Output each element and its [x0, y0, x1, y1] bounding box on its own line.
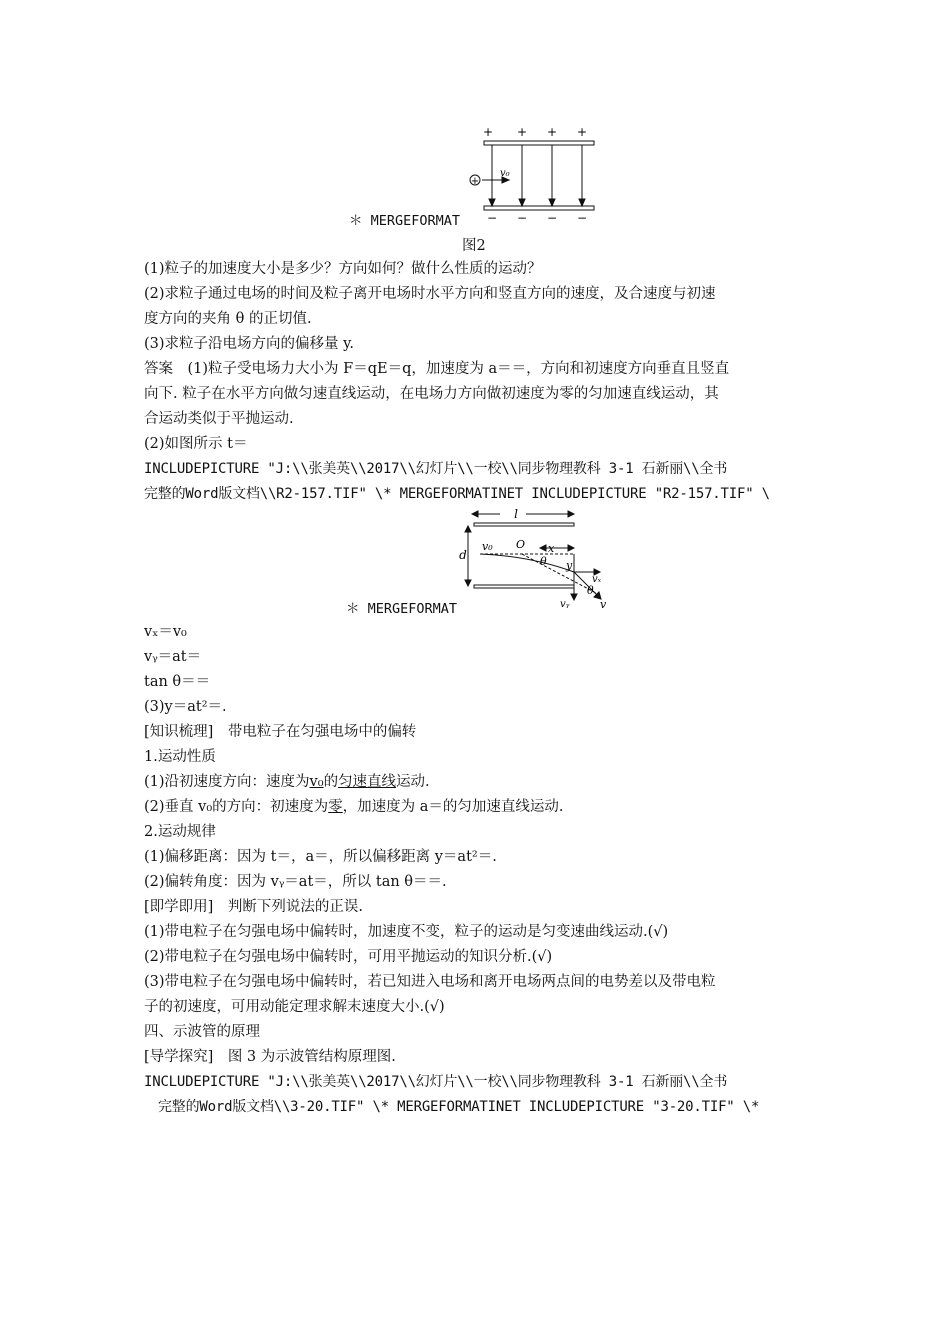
text: 运动.: [396, 774, 430, 790]
question-2-line-2: 度方向的夹角 θ 的正切值.: [144, 311, 312, 327]
velocity-label: v₀: [500, 168, 510, 179]
y-label: y: [566, 559, 573, 572]
minus-sign: −: [516, 211, 528, 225]
question-2-line-1: (2)求粒子通过电场的时间及粒子离开电场时水平方向和竖直方向的速度，及合速度与初速: [144, 286, 716, 302]
practice-header: [即学即用] 判断下列说法的正误.: [144, 899, 363, 915]
answer-line-1: 答案 (1)粒子受电场力大小为 F＝qE＝q，加速度为 a＝＝，方向和初速度方向垂直且竖直: [144, 361, 730, 377]
practice-item-1: (1)带电粒子在匀强电场中偏转时，加速度不变，粒子的运动是匀变速曲线运动.(√): [144, 924, 669, 940]
deflection-diagram: [460, 508, 620, 614]
text: 的: [323, 774, 339, 790]
include-picture-field-2-cont: 完整的Word版文档\\3-20.TIF" \* MERGEFORMATINET INCLUDEPICTURE "3-20.TIF" \*: [158, 1099, 760, 1115]
section-2-item-2: (2)偏转角度：因为 vᵧ＝at＝，所以 tan θ＝＝.: [144, 874, 447, 890]
figure-2-diagram: [462, 124, 602, 224]
vy-label: vᵧ: [560, 599, 570, 610]
section-1-item-1: [144, 772, 430, 792]
answer-line-2: 向下. 粒子在水平方向做匀速直线运动，在电场力方向做初速度为零的匀加速直线运动，其: [144, 386, 719, 402]
plus-sign: +: [516, 125, 528, 139]
gap-label: d: [459, 548, 467, 562]
section-2-item-1: (1)偏移距离：因为 t＝，a＝，所以偏移距离 y＝at²＝.: [144, 849, 497, 865]
explore-header: [导学探究] 图 3 为示波管结构原理图.: [144, 1049, 396, 1065]
section-1-item-2: [144, 797, 564, 817]
practice-item-3-line-1: (3)带电粒子在匀强电场中偏转时，若已知进入电场和离开电场两点间的电势差以及带电粒: [144, 974, 716, 990]
include-picture-field-1: INCLUDEPICTURE "J:\\张美英\\2017\\幻灯片\\一校\\同步物理教科 3-1 石新丽\\全书: [144, 461, 728, 477]
upper-plate: [474, 523, 574, 526]
origin-label: O: [516, 538, 526, 551]
practice-item-2: (2)带电粒子在匀强电场中偏转时，可用平抛运动的知识分析.(√): [144, 949, 553, 965]
v-label: v: [600, 598, 607, 611]
top-plate: [484, 141, 594, 145]
underlined-answer: 零: [328, 799, 343, 815]
underlined-answer: 匀速直线: [338, 774, 397, 790]
include-picture-field-2: INCLUDEPICTURE "J:\\张美英\\2017\\幻灯片\\一校\\同步物理教科 3-1 石新丽\\全书: [144, 1074, 728, 1090]
include-picture-field-1-cont: 完整的Word版文档\\R2-157.TIF" \* MERGEFORMATINET INCLUDEPICTURE "R2-157.TIF" \: [144, 486, 770, 502]
lower-plate: [474, 585, 574, 588]
minus-sign: −: [486, 211, 498, 225]
mergeformat-field-2: ＊ MERGEFORMAT: [346, 601, 458, 617]
charge-sign: +: [470, 176, 480, 187]
question-1: (1)粒子的加速度大小是多少？方向如何？做什么性质的运动？: [144, 261, 542, 277]
formula-tan: tan θ＝＝: [144, 674, 211, 690]
minus-sign: −: [546, 211, 558, 225]
formula-vx: vₓ＝v₀: [144, 624, 187, 640]
answer-line-4: (2)如图所示 t＝: [144, 436, 248, 452]
mergeformat-field: ＊ MERGEFORMAT: [349, 213, 461, 229]
bottom-plate: [484, 206, 594, 210]
v0-label: v₀: [482, 540, 493, 553]
practice-item-3-line-2: 子的初速度，可用动能定理求解末速度大小.(√): [144, 999, 445, 1015]
theta-label-2: θ: [587, 584, 594, 597]
formula-y: (3)y＝at²＝.: [144, 699, 227, 715]
text: (2)垂直 v₀的方向：初速度为: [144, 799, 329, 815]
section-4-title: 四、示波管的原理: [144, 1024, 260, 1040]
figure-2-caption: 图2: [462, 238, 486, 254]
plus-sign: +: [482, 125, 494, 139]
theta-label-1: θ: [540, 555, 547, 568]
knowledge-header: [知识梳理] 带电粒子在匀强电场中的偏转: [144, 724, 417, 740]
plus-sign: +: [576, 125, 588, 139]
section-1-title: 1.运动性质: [144, 749, 216, 765]
minus-sign: −: [576, 211, 588, 225]
question-3: (3)求粒子沿电场方向的偏移量 y.: [144, 336, 355, 352]
vx-label: vₓ: [592, 574, 602, 585]
x-label: x: [548, 542, 555, 555]
section-2-title: 2.运动规律: [144, 824, 216, 840]
underlined-answer: v₀: [309, 774, 324, 790]
formula-vy: vᵧ＝at＝: [144, 649, 202, 665]
text: ，加速度为 a＝的匀加速直线运动.: [342, 799, 564, 815]
answer-line-3: 合运动类似于平抛运动.: [144, 411, 294, 427]
plus-sign: +: [546, 125, 558, 139]
length-label: l: [514, 507, 518, 521]
text: (1)沿初速度方向：速度为: [144, 774, 310, 790]
